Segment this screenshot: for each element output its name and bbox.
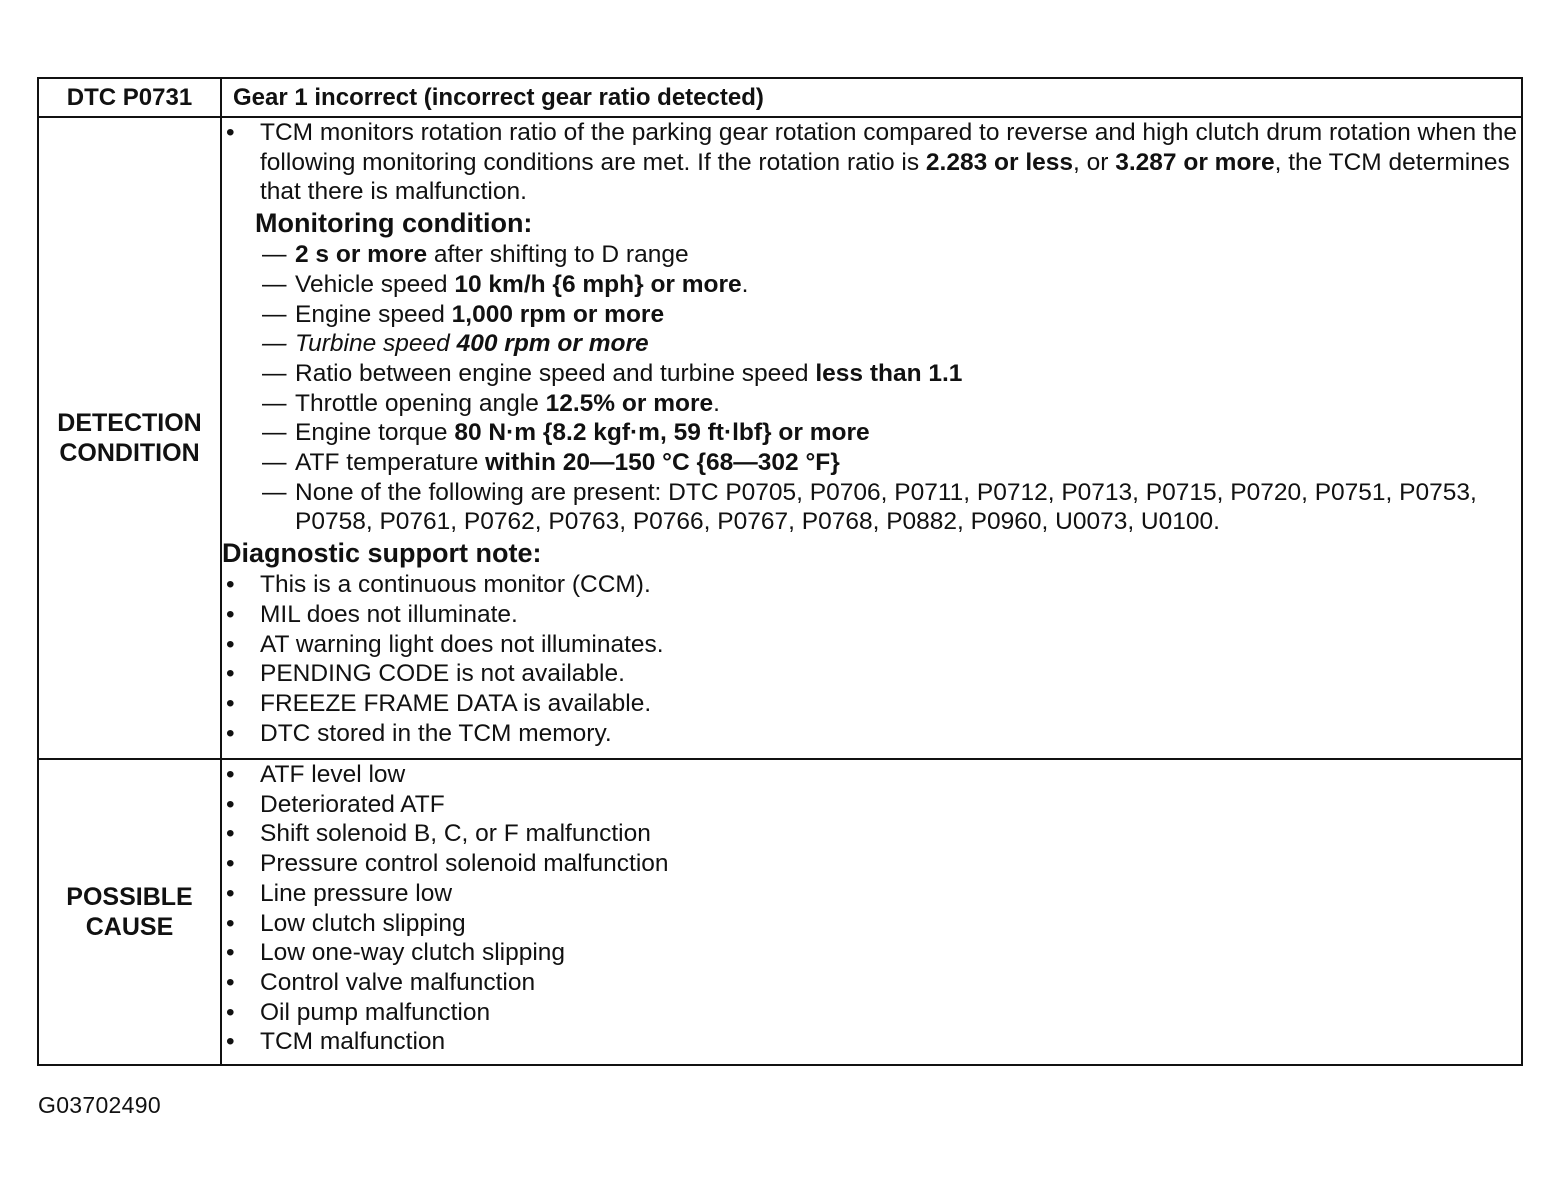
cause-item: • Low one-way clutch slipping [222,938,1521,968]
condition-value: 2 s or more [295,241,428,269]
intro-text-1: TCM monitors rotation ratio of the parking gear rotation compared to reverse and high clutch drum rotation when the following monitoring conditions are met. If the rotation ratio is [260,119,1517,176]
condition-item [222,329,1521,359]
condition-value: 12.5% or more [545,389,714,417]
support-note: • FREEZE FRAME DATA is available. [222,689,1521,719]
cause-label-line2: CAUSE [85,913,174,941]
condition-text: Throttle opening angle [295,389,546,417]
condition-item [222,300,1521,330]
cause-item: • Shift solenoid B, C, or F malfunction [222,819,1521,849]
condition-text: Ratio between engine speed and turbine speed [295,359,816,387]
possible-cause-body [221,759,1522,1065]
condition-value: less than 1.1 [815,359,963,387]
intro-threshold-low: 2.283 or less [925,148,1074,176]
cause-label-line1: POSSIBLE [66,883,193,911]
detection-intro [222,118,1521,207]
support-note: • PENDING CODE is not available. [222,659,1521,689]
intro-threshold-high: 3.287 or more [1115,148,1275,176]
condition-value: within 20—150 °C {68—302 °F} [485,449,840,477]
condition-item [222,240,1521,270]
detection-row [38,117,1522,759]
cause-item: • TCM malfunction [222,1027,1521,1057]
header-row [38,78,1522,117]
condition-text: None of the following are present: DTC P0705, P0706, P0711, P0712, P0713, P0715, P0720, P0751, P0753, P0758, P0761, P0762, P0763, P0766, P0767, P0768, P0882, P0960, U0073, U0100. [295,478,1477,536]
dtc-table [37,77,1523,1066]
condition-text: Engine torque [295,419,455,447]
cause-item: • Pressure control solenoid malfunction [222,849,1521,879]
dtc-code: DTC P0731 [38,78,221,117]
condition-text: after shifting to D range [427,241,689,269]
intro-text-2: , or [1073,148,1116,176]
condition-item [222,270,1521,300]
condition-value: 10 km/h {6 mph} or more [454,270,742,298]
detection-label-line1: DETECTION [57,409,202,437]
detection-condition-body [221,117,1522,759]
support-note: • MIL does not illuminate. [222,600,1521,630]
detection-condition-label [38,117,221,759]
intro-text-3: , the TCM determines that there is malfunction. [260,148,1510,206]
cause-item: • Deteriorated ATF [222,790,1521,820]
support-note: • DTC stored in the TCM memory. [222,719,1521,749]
condition-text: Turbine speed [295,330,457,358]
support-note: • This is a continuous monitor (CCM). [222,570,1521,600]
cause-item: • Oil pump malfunction [222,998,1521,1028]
condition-item [222,359,1521,389]
condition-text-end: . [713,389,720,417]
cause-item: • ATF level low [222,760,1521,790]
condition-item [222,418,1521,448]
monitoring-heading: Monitoring condition: [255,208,533,239]
support-heading: Diagnostic support note: [222,538,542,569]
condition-item [222,389,1521,419]
support-note: • AT warning light does not illuminates. [222,630,1521,660]
possible-cause-label [38,759,221,1065]
dtc-title: Gear 1 incorrect (incorrect gear ratio detected) [221,78,1522,117]
cause-item: • Line pressure low [222,879,1521,909]
detection-label-line2: CONDITION [59,439,200,467]
cause-row [38,759,1522,1065]
condition-value: 80 N·m {8.2 kgf·m, 59 ft·lbf} or more [454,419,870,447]
condition-value: 400 rpm or more [456,330,649,358]
condition-text: ATF temperature [295,449,486,477]
condition-text-end: . [741,270,749,298]
figure-id: G03702490 [38,1092,161,1118]
condition-item [222,478,1521,537]
cause-item: • Low clutch slipping [222,909,1521,939]
condition-value: 1,000 rpm or more [451,300,665,328]
condition-text: Engine speed [295,300,452,328]
cause-item: • Control valve malfunction [222,968,1521,998]
condition-text: Vehicle speed [295,270,455,298]
condition-item [222,448,1521,478]
